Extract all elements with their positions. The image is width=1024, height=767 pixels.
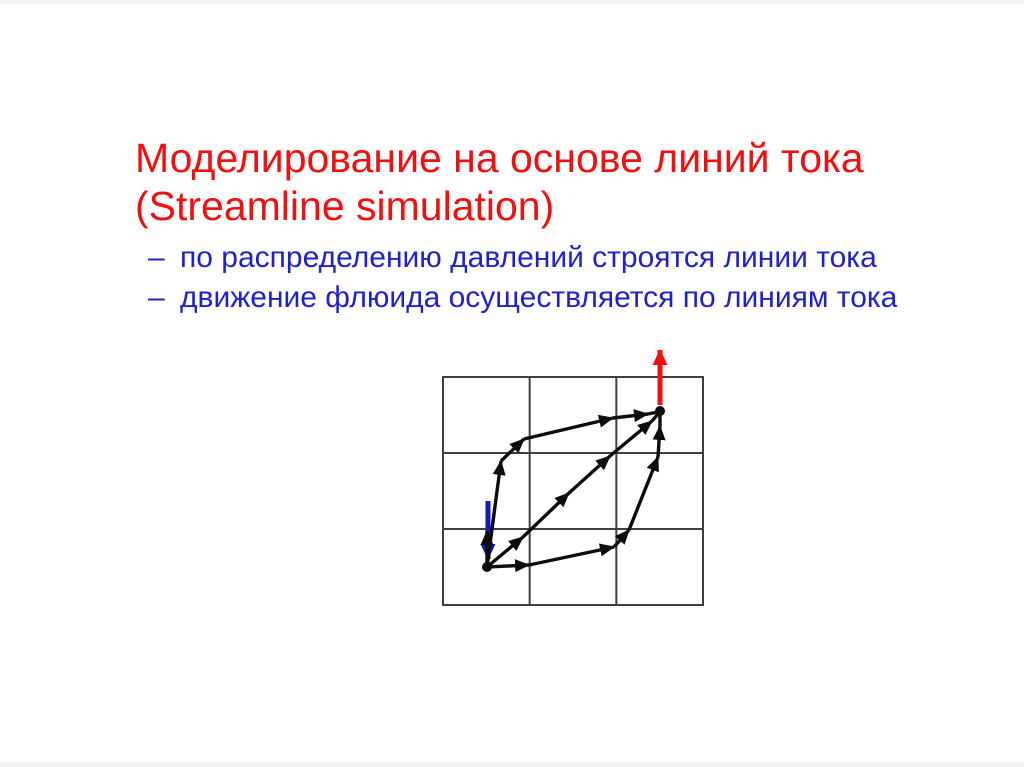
streamline-segment — [613, 414, 648, 418]
bullet-dash: – — [148, 241, 165, 274]
slide-bottom-edge — [0, 762, 1024, 767]
streamline-segment — [629, 457, 658, 530]
injection-well-dot — [482, 562, 492, 572]
production-well-dot — [655, 406, 665, 416]
streamline-segment — [569, 456, 610, 493]
streamline-segment — [529, 547, 614, 565]
streamline-segment — [524, 418, 613, 439]
bullet-text-1: по распределению давлений строятся линии тока — [180, 241, 877, 274]
slide-title-line2: (Streamline simulation) — [135, 183, 555, 229]
bullet-text-2: движение флюида осуществляется по линиям тока — [180, 281, 898, 314]
streamline-segment — [658, 426, 660, 457]
streamline-segment — [487, 537, 523, 567]
streamline-segment — [501, 439, 524, 461]
streamline-segment — [487, 565, 529, 567]
streamline-middle — [487, 413, 659, 567]
slide-title-line1: Моделирование на основе линий тока — [135, 135, 864, 181]
bullet-dash: – — [148, 281, 165, 314]
